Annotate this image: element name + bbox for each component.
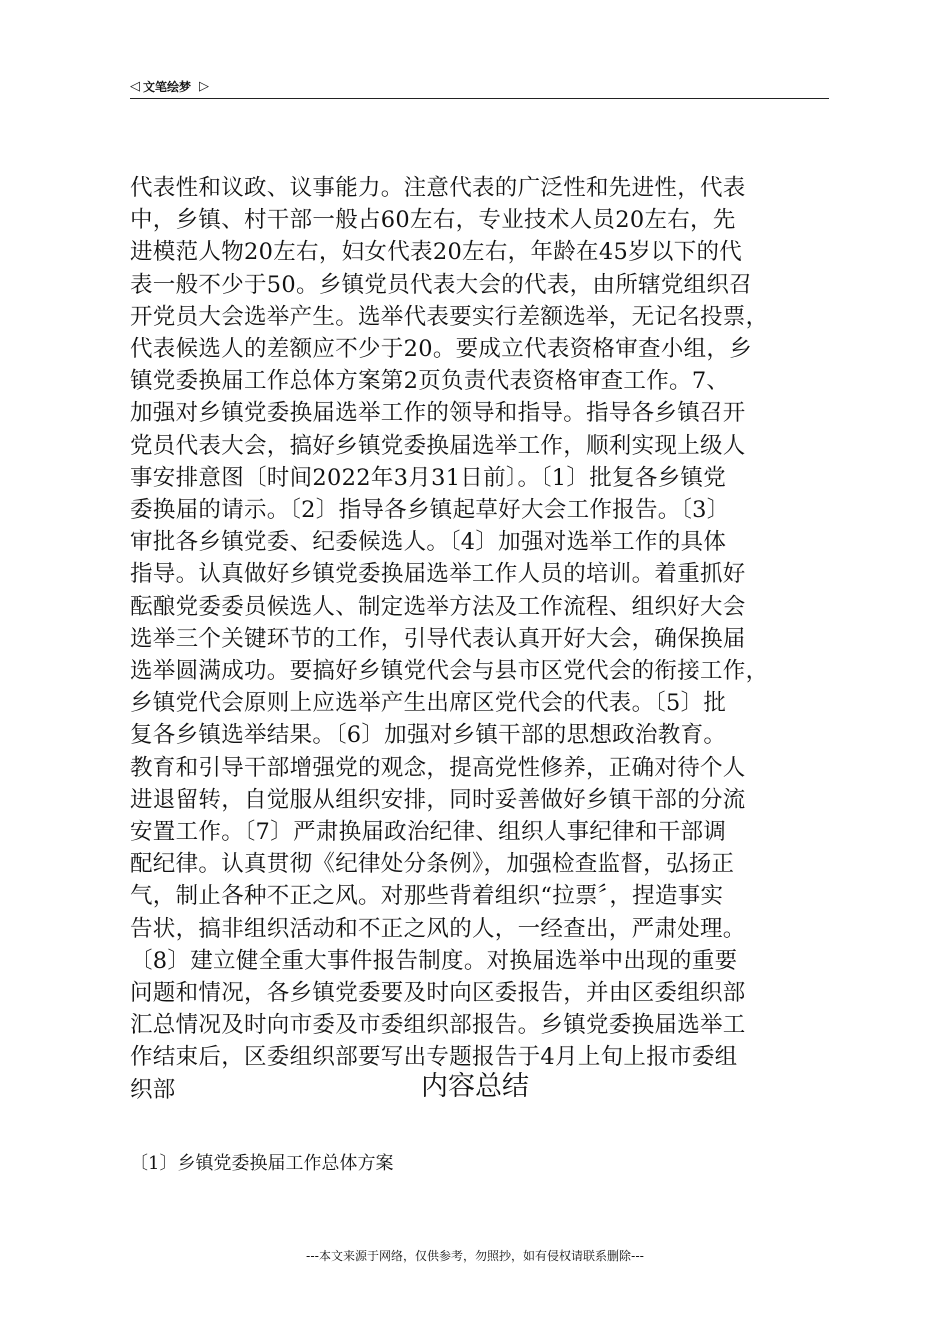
text-line: 选举圆满成功。要搞好乡镇党代会与县市区党代会的衔接工作， <box>130 658 769 685</box>
summary-item: 〔1〕乡镇党委换届工作总体方案 <box>130 1153 394 1174</box>
text-line: 开党员大会选举产生。选举代表要实行差额选举，无记名投票， <box>130 303 769 330</box>
text-line: 教育和引导干部增强党的观念，提高党性修养，正确对待个人 <box>130 754 746 781</box>
text-line: 配纪律。认真贯彻《纪律处分条例》，加强检查监督，弘扬正 <box>130 851 735 878</box>
text-line: 中，乡镇、村干部一般占60左右，专业技术人员20左右，先 <box>130 207 736 234</box>
footer-disclaimer: ---本文来源于网络，仅供参考，勿照抄，如有侵权请联系删除--- <box>306 1249 644 1263</box>
text-line: 进退留转，自觉服从组织安排，同时妥善做好乡镇干部的分流 <box>130 786 746 813</box>
text-line: 酝酿党委委员候选人、制定选举方法及工作流程、组织好大会 <box>130 593 746 620</box>
text-line: 事安排意图〔时间2022年3月31日前〕。〔1〕批复各乡镇党 <box>130 464 727 491</box>
body-text <box>130 172 835 1106</box>
text-line: 作结束后，区委组织部要写出专题报告于4月上旬上报市委组 <box>130 1044 738 1071</box>
text-line: 审批各乡镇党委、纪委候选人。〔4〕加强对选举工作的具体 <box>130 529 727 556</box>
text-line: 安置工作。〔7〕严肃换届政治纪律、组织人事纪律和干部调 <box>130 819 727 846</box>
right-triangle-icon: ▷ <box>199 78 210 94</box>
text-line: 气，制止各种不正之风。对那些背着组织“拉票〞，捏造事实 <box>130 883 724 910</box>
text-line: 织部 <box>130 1076 176 1103</box>
text-line: 代表候选人的差额应不少于20。要成立代表资格审查小组，乡 <box>130 336 753 363</box>
page-header <box>130 74 829 99</box>
text-line: 进模范人物20左右，妇女代表20左右，年龄在45岁以下的代 <box>130 239 743 266</box>
summary-title: 内容总结 <box>421 1071 529 1102</box>
text-line: 乡镇党代会原则上应选举产生出席区党代会的代表。〔5〕批 <box>130 690 727 717</box>
text-line: 代表性和议政、议事能力。注意代表的广泛性和先进性，代表 <box>130 175 746 201</box>
text-line: 〔8〕建立健全重大事件报告制度。对换届选举中出现的重要 <box>130 947 738 974</box>
text-line: 问题和情况，各乡镇党委要及时向区委报告，并由区委组织部 <box>130 980 746 1007</box>
text-line: 表一般不少于50。乡镇党员代表大会的代表，由所辖党组织召 <box>130 271 753 298</box>
text-line: 告状，搞非组织活动和不正之风的人，一经查出，严肃处理。 <box>130 915 746 942</box>
text-line: 汇总情况及时向市委及市委组织部报告。乡镇党委换届选举工 <box>130 1012 746 1039</box>
text-line: 委换届的请示。〔2〕指导各乡镇起草好大会工作报告。〔3〕 <box>130 497 730 524</box>
text-line: 党员代表大会，搞好乡镇党委换届选举工作，顺利实现上级人 <box>130 432 746 459</box>
text-line: 指导。认真做好乡镇党委换届选举工作人员的培训。着重抓好 <box>130 561 746 588</box>
text-line: 加强对乡镇党委换届选举工作的领导和指导。指导各乡镇召开 <box>130 400 746 427</box>
text-line: 镇党委换届工作总体方案第2页负责代表资格审查工作。7、 <box>130 368 730 395</box>
text-line: 选举三个关键环节的工作，引导代表认真开好大会，确保换届 <box>130 625 746 652</box>
text-line: 复各乡镇选举结果。〔6〕加强对乡镇干部的思想政治教育。 <box>130 722 727 749</box>
left-triangle-icon: ◁ <box>130 78 140 94</box>
brand-name: 文笔绘梦 <box>143 79 192 94</box>
